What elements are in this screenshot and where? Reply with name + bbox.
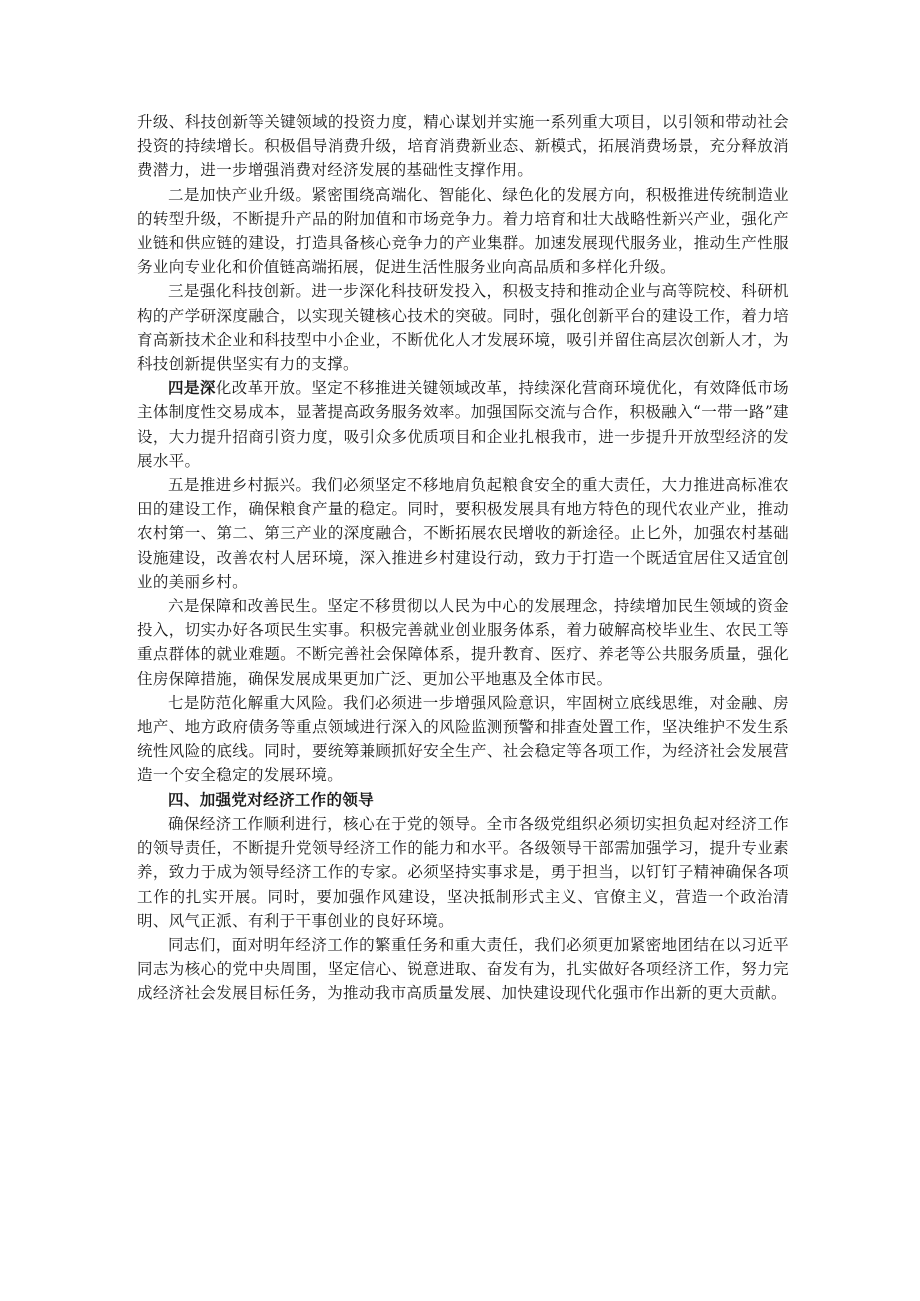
paragraph-livelihood: 六是保障和改善民生。坚定不移贯彻以人民为中心的发展理念，持续增加民生领域的资金投入，切实办好各项民生实事。积极完善就业创业服务体系，着力破解高校毕业生、农民工等重点群体的就业难题。不断完善社会保障体系，提升教育、医疗、养老等公共服务质量，强化住房保障措施，确保发展成果更加广泛、更加公平地惠及全体市民。 <box>137 597 789 688</box>
paragraph-reform-opening-text: 化改革开放。坚定不移推进关键领域改革，持续深化营商环境优化，有效降低市场主体制度性交易成本，显著提高政务服务效率。加强国际交流与合作，积极融入“一带一路”建设，大力提升招商引资力度，吸引众多优质项目和企业扎根我市，进一步提升开放型经济的发展水平。 <box>137 379 789 470</box>
document-body <box>137 110 789 1006</box>
paragraph-tech-innovation: 三是强化科技创新。进一步深化科技研发投入，积极支持和推动企业与高等院校、科研机构的产学研深度融合，以实现关键核心技术的突破。同时，强化创新平台的建设工作，着力培育高新技术企业和科技型中小企业，不断优化人才发展环境，吸引并留住高层次创新人才，为科技创新提供坚实有力的支撑。 <box>137 282 789 374</box>
paragraph-reform-opening-lead: 四是深 <box>168 378 216 398</box>
paragraph-industry-upgrade: 二是加快产业升级。紧密围绕高端化、智能化、绿色化的发展方向，积极推进传统制造业的转型升级，不断提升产品的附加值和市场竞争力。着力培育和壮大战略性新兴产业，强化产业链和供应链的建设，打造具备核心竞争力的产业集群。加速发展现代服务业，推动生产性服务业向专业化和价值链高端拓展，促进生活性服务业向高品质和多样化升级。 <box>137 185 789 277</box>
paragraph-reform-opening <box>137 376 789 473</box>
paragraph-rural-revitalization: 五是推进乡村振兴。我们必须坚定不移地肩负起粮食安全的重大责任，大力推进高标准农田的建设工作，确保粮食产量的稳定。同时，要积极发展具有地方特色的现代农业产业，推动农村第一、第二、第三产业的深度融合，不断拓展农民增收的新途径。止匕外，加强农村基础设施建设，改善农村人居环境，深入推进乡村建设行动，致力于打造一个既适宜居住又适宜创业的美丽乡村。 <box>137 476 789 591</box>
section-heading-party-leadership: 四、加强党对经济工作的领导 <box>168 789 375 809</box>
paragraph-party-leadership: 确保经济工作顺利进行，核心在于党的领导。全市各级党组织必须切实担负起对经济工作的领导责任，不断提升党领导经济工作的能力和水平。各级领导干部需加强学习，提升专业素养，致力于成为领导经济工作的专家。必须坚持实事求是，勇于担当，以钉钉子精神确保各项工作的扎实开展。同时，要加强作风建设，坚决抵制形式主义、官僚主义，营造一个政治清明、风气正派、有利于干事创业的良好环境。 <box>137 814 789 930</box>
paragraph-closing: 同志们，面对明年经济工作的繁重任务和重大责任，我们必须更加紧密地团结在以习近平同志为核心的党中央周围，坚定信心、锐意进取、奋发有为，扎实做好各项经济工作，努力完成经济社会发展目标任务，为推动我市高质量发展、加快建设现代化强市作出新的更大贡献。 <box>137 935 789 1003</box>
paragraph-investment-continued: 升级、科技创新等关键领域的投资力度，精心谋划并实施一系列重大项目，以引领和带动社会投资的持续增长。积极倡导消费升级，培育消费新业态、新模式，拓展消费场景，充分释放消费潜力，进一步增强消费对经济发展的基础性支撑作用。 <box>137 113 789 180</box>
paragraph-risk-prevention: 七是防范化解重大风险。我们必须进一步增强风险意识，牢固树立底线思维，对金融、房地产、地方政府债务等重点领域进行深入的风险监测预警和排查处置工作，坚决维护不发生系统性风险的底线。同时，要统筹兼顾抓好安全生产、社会稳定等各项工作，为经济社会发展营造一个安全稳定的发展环境。 <box>137 693 789 785</box>
